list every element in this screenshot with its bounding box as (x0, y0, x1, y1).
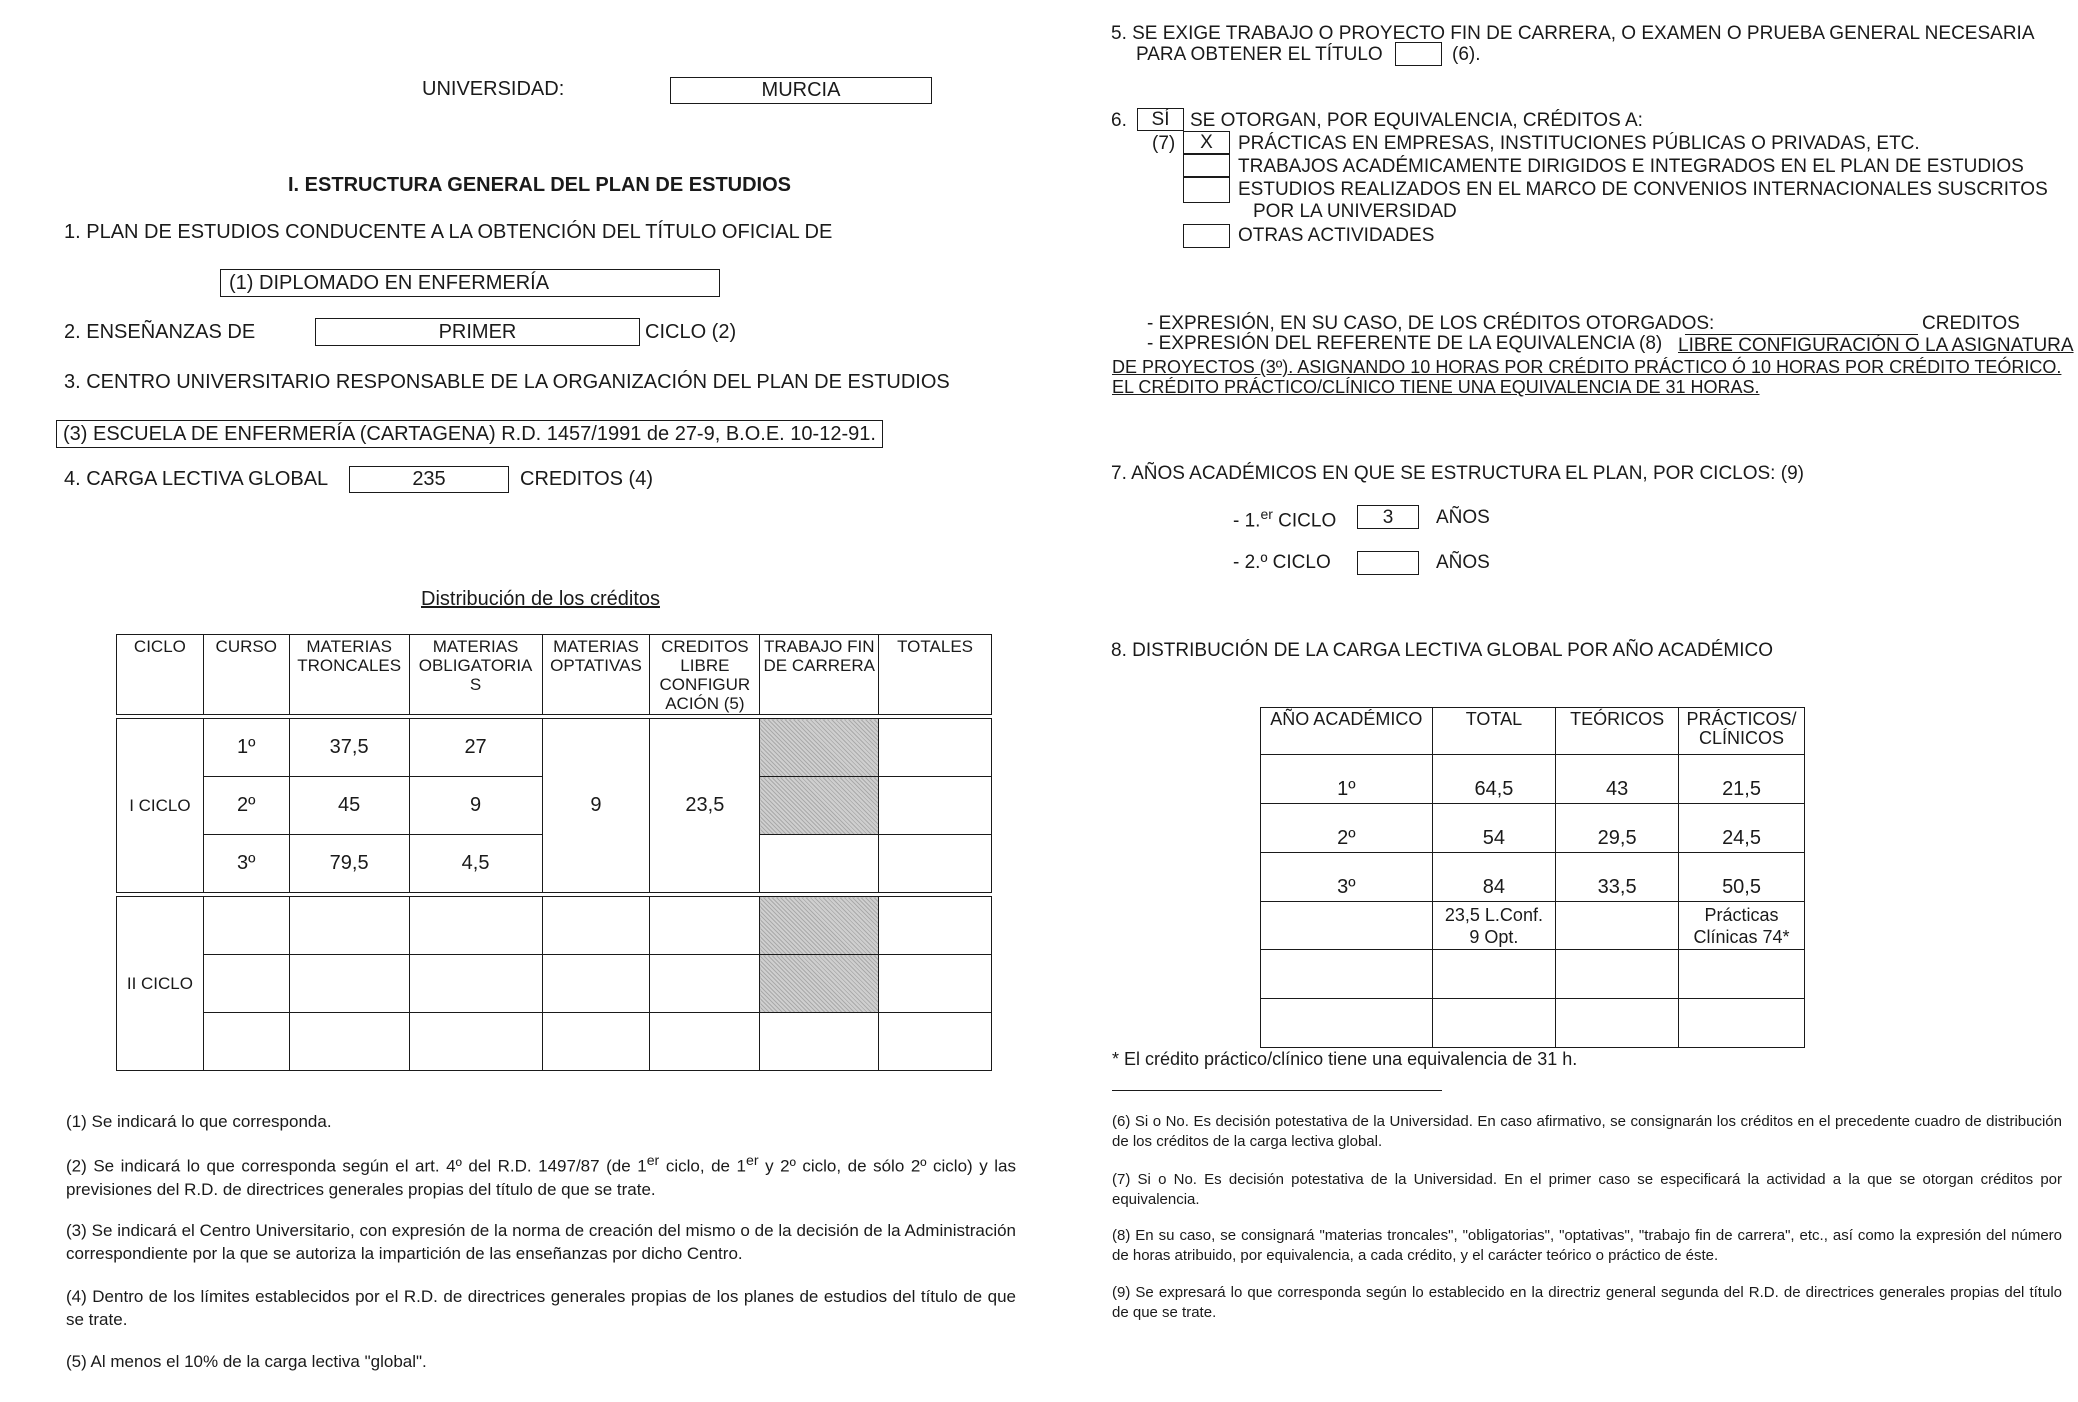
option-4: OTRAS ACTIVIDADES (1238, 225, 1435, 246)
note-6: (6) Si o No. Es decisión potestativa de la Universidad. En caso afirmativo, se consignarán los créditos en el precedente cuadro de distribución de los créditos de la carga lectiva global. (1112, 1113, 2062, 1150)
universidad-label: UNIVERSIDAD: (422, 78, 565, 100)
note-1: (1) Se indicará lo que corresponda. (66, 1112, 332, 1131)
th-optativas: MATERIAS OPTATIVAS (542, 635, 650, 715)
ciclo1-box (1357, 505, 1419, 529)
expr2-value-1: LIBRE CONFIGURACIÓN O LA ASIGNATURA (1678, 335, 2074, 356)
ciclo2-box (1357, 551, 1419, 575)
item4-label: 4. CARGA LECTIVA GLOBAL (64, 468, 329, 490)
item6-text: SE OTORGAN, POR EQUIVALENCIA, CRÉDITOS A: (1190, 110, 1643, 131)
expr2-value-3: EL CRÉDITO PRÁCTICO/CLÍNICO TIENE UNA EQUIVALENCIA DE 31 HORAS. (1112, 377, 1760, 397)
expr1-suffix: CREDITOS (1922, 313, 2020, 334)
item2-suffix: CICLO (2) (645, 321, 737, 343)
table-row (1261, 902, 1805, 950)
item6-si: SÍ (1151, 109, 1170, 130)
ano-cell: 3º (1261, 853, 1433, 902)
practicos-cell: 24,5 (1679, 804, 1805, 853)
curso-cell: 2º (203, 777, 289, 835)
expr2-label: - EXPRESIÓN DEL REFERENTE DE LA EQUIVALENCIA (8) (1147, 333, 1663, 354)
option-3a: ESTUDIOS REALIZADOS EN EL MARCO DE CONVENIOS INTERNACIONALES SUSCRITOS (1238, 179, 2048, 200)
teoricos-cell: 33,5 (1556, 853, 1679, 902)
ano-cell: 2º (1261, 804, 1433, 853)
option-1: PRÁCTICAS EN EMPRESAS, INSTITUCIONES PÚBLICAS O PRIVADAS, ETC. (1238, 133, 1920, 154)
practicos-cell: 21,5 (1679, 755, 1805, 804)
footnote-separator (1112, 1090, 1442, 1091)
ciclo2-label: - 2.º CICLO (1233, 552, 1331, 573)
teoricos-cell: 43 (1556, 755, 1679, 804)
shaded-cell (760, 897, 879, 955)
curso-cell: 1º (203, 719, 289, 777)
curso-cell: 3º (203, 835, 289, 893)
th-ciclo: CICLO (117, 635, 204, 715)
table-header-row (1261, 708, 1805, 755)
totales-cell (879, 777, 992, 835)
totales-cell (879, 719, 992, 777)
option-checkbox (1183, 131, 1230, 154)
item3-label: 3. CENTRO UNIVERSITARIO RESPONSABLE DE LA ORGANIZACIÓN DEL PLAN DE ESTUDIOS (64, 371, 950, 393)
ciclo2-label: II CICLO (117, 897, 204, 1071)
ciclo2-anos: AÑOS (1436, 552, 1490, 573)
table-row (1261, 853, 1805, 902)
universidad-value: MURCIA (761, 79, 841, 101)
note-8: (8) En su caso, se consignará "materias troncales", "obligatorias", "optativas", "trabajo fin de carrera", etc., así como la expresión del número de horas atribuido, por equivalencia, a cada crédito, y el carácter teórico o práctico de éste. (1112, 1227, 2062, 1264)
th-obligatorias: MATERIAS OBLIGATORIA S (409, 635, 542, 715)
th-teoricos: TEÓRICOS (1556, 708, 1679, 755)
expr1-label: - EXPRESIÓN, EN SU CASO, DE LOS CRÉDITOS OTORGADOS: (1147, 313, 1715, 334)
shaded-cell (760, 955, 879, 1013)
titulo-box (220, 269, 720, 297)
table-row (1261, 804, 1805, 853)
note-4: (4) Dentro de los límites establecidos por el R.D. de directrices generales propias de los planes de estudios del título de que se trate. (66, 1287, 1016, 1329)
obligatorias-cell: 4,5 (409, 835, 542, 893)
ciclo1-value: 3 (1382, 507, 1394, 528)
option-3b: POR LA UNIVERSIDAD (1253, 201, 1457, 222)
note-3: (3) Se indicará el Centro Universitario, con expresión de la norma de creación del mismo o de la decisión de la Administración correspondiente por la que se autoriza la impartición de las enseñanzas por dicho Centro. (66, 1221, 1016, 1263)
ciclo1-anos: AÑOS (1436, 507, 1490, 528)
note-2: (2) Se indicará lo que corresponda según el art. 4º del R.D. 1497/87 (de 1er ciclo, de 1er y 2º ciclo, de sólo 2º ciclo) y las previsiones del R.D. de directrices generales propias del título de que se trate. (66, 1153, 1016, 1199)
dist-title: Distribución de los créditos (421, 588, 660, 610)
optativas-cell: 9 (542, 719, 650, 893)
ensenanzas-value: PRIMER (438, 321, 517, 343)
table-row (1261, 755, 1805, 804)
total-cell: 54 (1432, 804, 1556, 853)
practicos-cell: 50,5 (1679, 853, 1805, 902)
th-practicos: PRÁCTICOS/ CLÍNICOS (1679, 708, 1805, 755)
table-row (117, 719, 992, 777)
note-7: (7) Si o No. Es decisión potestativa de la Universidad. En el primer caso se especificará la actividad a la que se otorgan créditos por equivalencia. (1112, 1171, 2062, 1208)
trabajo-fin-cell (760, 835, 879, 893)
expr2-value-2: DE PROYECTOS (3º). ASIGNANDO 10 HORAS POR CRÉDITO PRÁCTICO Ó 10 HORAS POR CRÉDITO TEÓRICO. (1112, 357, 2062, 377)
option-checkbox (1183, 177, 1230, 203)
item1-label: 1. PLAN DE ESTUDIOS CONDUCENTE A LA OBTENCIÓN DEL TÍTULO OFICIAL DE (64, 221, 833, 243)
th-trabajo-fin: TRABAJO FIN DE CARRERA (760, 635, 879, 715)
item4-suffix: CREDITOS (4) (520, 468, 653, 490)
ano-cell: 1º (1261, 755, 1433, 804)
option-checkbox (1183, 154, 1230, 177)
item5-suffix: (6). (1452, 44, 1481, 65)
troncales-cell: 37,5 (289, 719, 409, 777)
ciclo1-label: I CICLO (117, 719, 204, 893)
centro-value: (3) ESCUELA DE ENFERMERÍA (CARTAGENA) R.D. 1457/1991 de 27-9, B.O.E. 10-12-91. (63, 423, 876, 445)
ciclo1-label: - 1.$^{er}$ CICLO (1233, 506, 1337, 532)
item5-box (1395, 42, 1442, 66)
th-troncales: MATERIAS TRONCALES (289, 635, 409, 715)
section-title: I. ESTRUCTURA GENERAL DEL PLAN DE ESTUDIOS (288, 174, 792, 196)
item2-label: 2. ENSEÑANZAS DE (64, 321, 256, 343)
total-cell: 84 (1432, 853, 1556, 902)
th-libre: CREDITOS LIBRE CONFIGUR ACIÓN (5) (650, 635, 760, 715)
table-row (117, 1013, 992, 1071)
th-ano: AÑO ACADÉMICO (1261, 708, 1433, 755)
centro-box (56, 420, 883, 448)
carga-table (1260, 707, 1805, 1048)
item6-si-box (1137, 108, 1184, 131)
table-header-row (117, 635, 992, 715)
item7-label: 7. AÑOS ACADÉMICOS EN QUE SE ESTRUCTURA EL PLAN, POR CICLOS: (9) (1111, 463, 1804, 484)
option-x-mark: X (1200, 132, 1213, 153)
troncales-cell: 79,5 (289, 835, 409, 893)
troncales-cell: 45 (289, 777, 409, 835)
extra-total-cell: 23,5 L.Conf. 9 Opt. (1432, 902, 1556, 950)
item8-label: 8. DISTRIBUCIÓN DE LA CARGA LECTIVA GLOBAL POR AÑO ACADÉMICO (1111, 640, 1774, 661)
obligatorias-cell: 9 (409, 777, 542, 835)
shaded-cell (760, 777, 879, 835)
th-curso: CURSO (203, 635, 289, 715)
th-total: TOTAL (1432, 708, 1556, 755)
ensenanzas-box (315, 318, 640, 346)
note-5: (5) Al menos el 10% de la carga lectiva "global". (66, 1352, 427, 1371)
item5-line1: 5. SE EXIGE TRABAJO O PROYECTO FIN DE CARRERA, O EXAMEN O PRUEBA GENERAL NECESARIA (1111, 23, 2035, 44)
carga-value: 235 (412, 468, 446, 490)
extra-practicos-cell: Prácticas Clínicas 74* (1679, 902, 1805, 950)
creditos-table (116, 634, 992, 1071)
table-row (117, 897, 992, 955)
item6-ref: (7) (1152, 133, 1176, 154)
table-row (117, 955, 992, 1013)
option-checkbox (1183, 224, 1230, 248)
obligatorias-cell: 27 (409, 719, 542, 777)
carga-box (349, 466, 509, 493)
titulo-value: (1) DIPLOMADO EN ENFERMERÍA (229, 272, 550, 294)
item5-line2: PARA OBTENER EL TÍTULO (1136, 44, 1383, 65)
th-totales: TOTALES (879, 635, 992, 715)
option-2: TRABAJOS ACADÉMICAMENTE DIRIGIDOS E INTEGRADOS EN EL PLAN DE ESTUDIOS (1238, 156, 2024, 177)
footnote-star: * El crédito práctico/clínico tiene una equivalencia de 31 h. (1112, 1049, 1578, 1069)
item6-num: 6. (1111, 110, 1127, 131)
universidad-box (670, 77, 932, 104)
totales-cell (879, 835, 992, 893)
teoricos-cell: 29,5 (1556, 804, 1679, 853)
libre-cell: 23,5 (650, 719, 760, 893)
note-9: (9) Se expresará lo que corresponda según lo establecido en la directriz general segunda del R.D. de directrices generales propias del título de que se trate. (1112, 1284, 2062, 1321)
shaded-cell (760, 719, 879, 777)
total-cell: 64,5 (1432, 755, 1556, 804)
